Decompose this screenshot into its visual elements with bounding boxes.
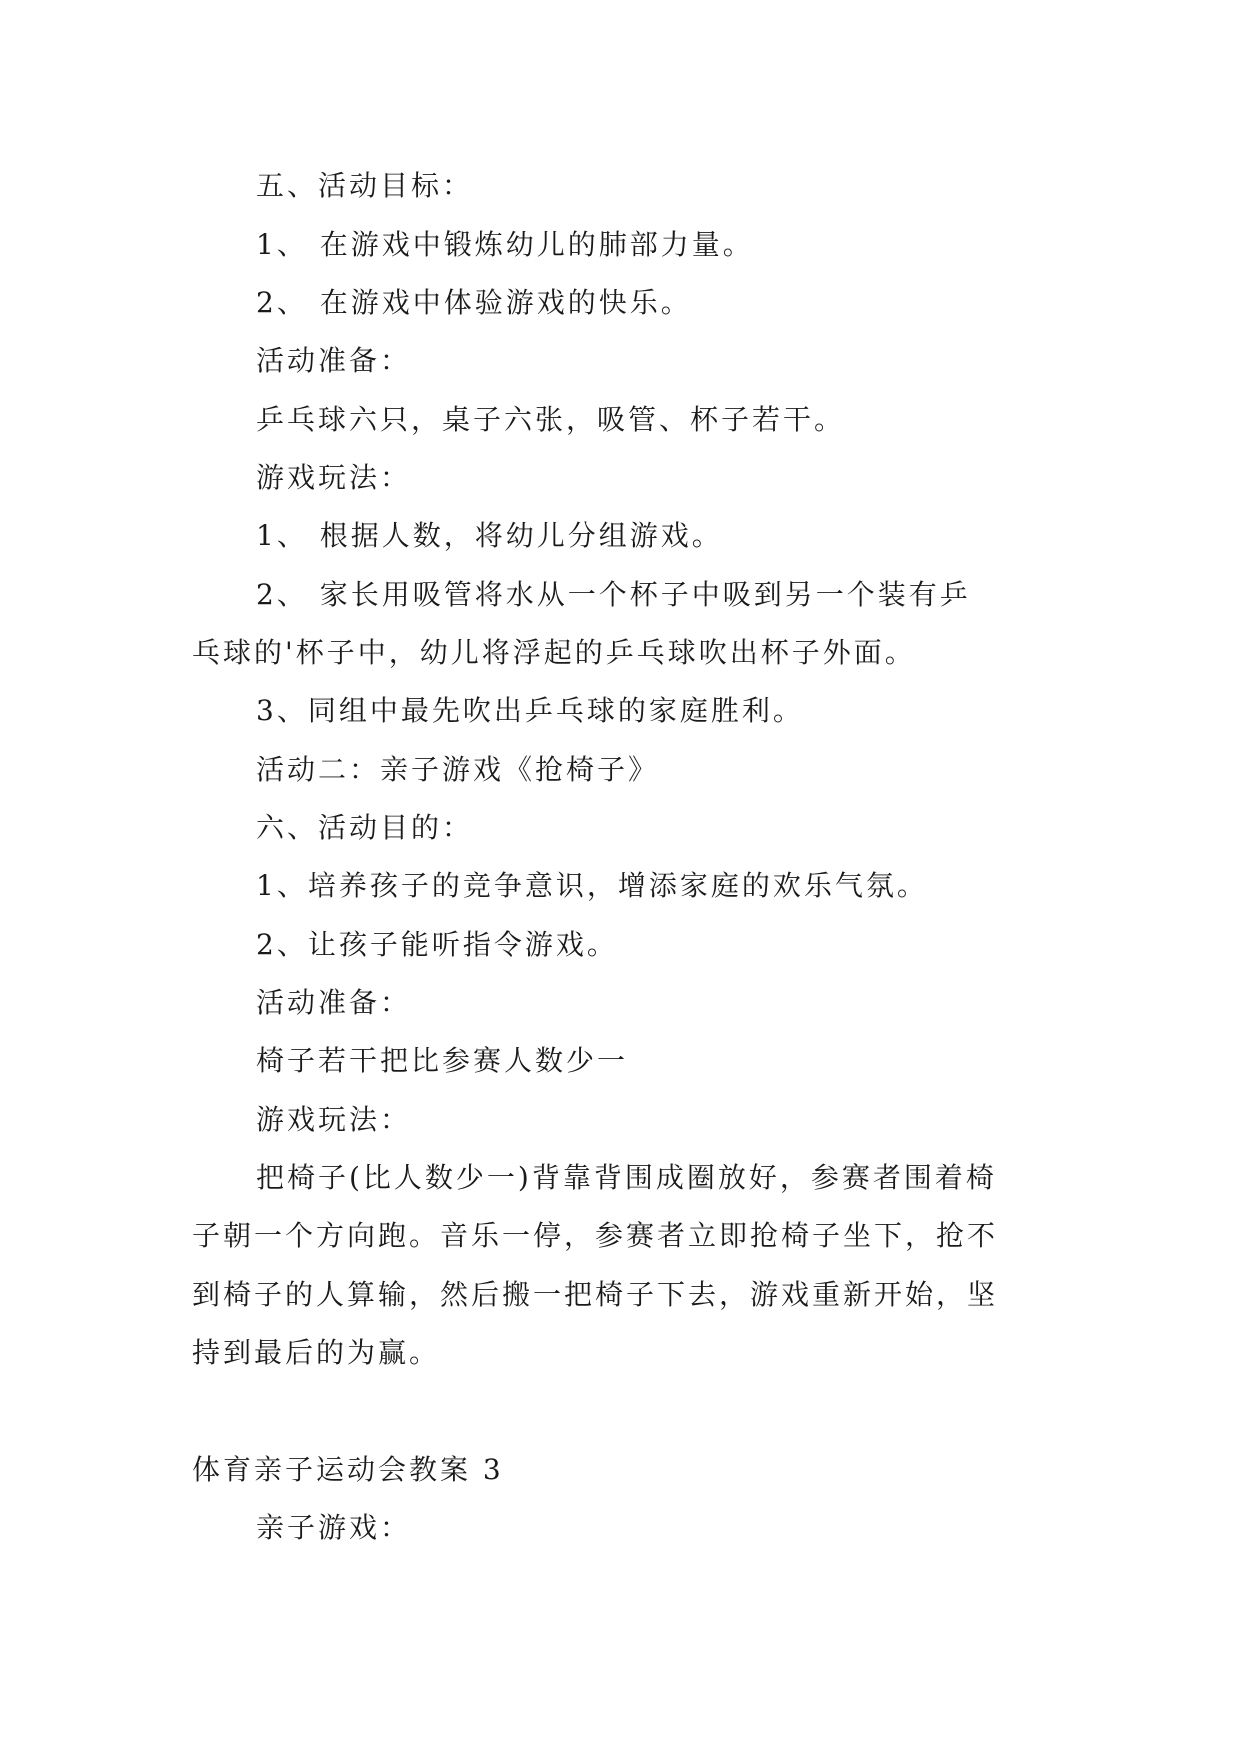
lesson-plan-title: 体育亲子运动会教案 3 [192,1453,504,1486]
gameplay-paragraph-line-4: 持到最后的为赢。 [192,1336,441,1369]
gameplay-item-2: 2、 家长用吸管将水从一个杯子中吸到另一个装有乒 [256,578,971,611]
gameplay-paragraph-line-2: 子朝一个方向跑。音乐一停，参赛者立即抢椅子坐下，抢不 [192,1219,999,1252]
activity-two-heading: 活动二：亲子游戏《抢椅子》 [256,753,660,786]
preparation-heading: 活动准备： [256,344,412,377]
purpose-item-1: 1、培养孩子的竞争意识，增添家庭的欢乐气氛。 [256,869,928,902]
gameplay-item-3: 3、同组中最先吹出乒乓球的家庭胜利。 [256,694,804,727]
gameplay-heading: 游戏玩法： [256,461,412,494]
gameplay-item-1: 1、 根据人数，将幼儿分组游戏。 [256,519,723,552]
preparation-heading-2: 活动准备： [256,986,412,1019]
preparation-text-2: 椅子若干把比参赛人数少一 [256,1044,629,1077]
gameplay-item-2-cont: 乓球的'杯子中，幼儿将浮起的乒乓球吹出杯子外面。 [192,636,916,669]
gameplay-paragraph-line-1: 把椅子(比人数少一)背靠背围成圈放好，参赛者围着椅 [256,1161,997,1194]
gameplay-heading-2: 游戏玩法： [256,1103,412,1136]
section-heading-purpose: 六、活动目的： [256,811,474,844]
gameplay-paragraph-line-3: 到椅子的人算输，然后搬一把椅子下去，游戏重新开始，坚 [192,1278,999,1311]
section-heading-goals: 五、活动目标： [256,169,474,202]
parent-child-game-heading: 亲子游戏： [256,1511,412,1544]
preparation-text: 乒乓球六只，桌子六张，吸管、杯子若干。 [256,403,846,436]
goal-item-2: 2、 在游戏中体验游戏的快乐。 [256,286,692,319]
purpose-item-2: 2、让孩子能听指令游戏。 [256,928,618,961]
goal-item-1: 1、 在游戏中锻炼幼儿的肺部力量。 [256,228,754,261]
